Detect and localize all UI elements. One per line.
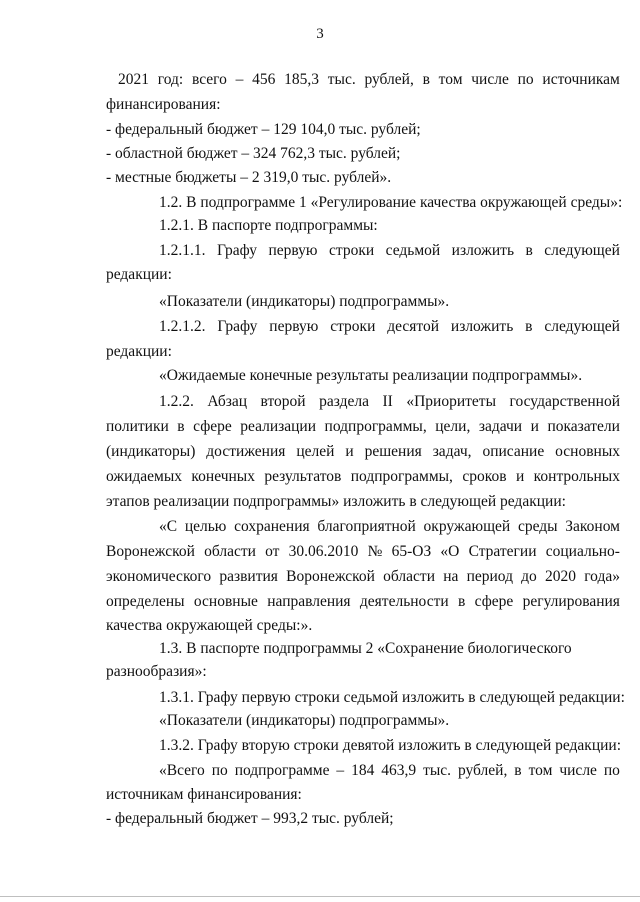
text-line: источникам финансирования:	[106, 786, 302, 803]
text-line: этапов реализации подпрограммы» изложить в следующей редакции:	[106, 493, 566, 510]
word: до	[521, 568, 537, 585]
word: подпрограммы,	[324, 418, 427, 435]
word: второй	[260, 393, 306, 410]
word: регулирования	[522, 593, 620, 610]
word: следующей	[544, 242, 620, 259]
word: реализации	[240, 418, 317, 435]
text-line	[159, 242, 620, 260]
word: (индикаторы)	[106, 443, 196, 460]
word: II	[382, 393, 393, 410]
text-line	[106, 593, 620, 611]
text-line: 1.3.1. Графу первую строки седьмой изложить в следующей редакции:	[159, 689, 625, 706]
text-line	[159, 518, 620, 536]
word: достижения	[206, 443, 286, 460]
word: в	[514, 762, 522, 779]
word: по	[517, 71, 534, 88]
text-line: «Ожидаемые конечные результаты реализации подпрограммы».	[159, 367, 583, 384]
word: десятой	[387, 318, 440, 335]
text-line: - федеральный бюджет – 993,2 тыс. рублей;	[106, 810, 394, 827]
word: задачи	[478, 418, 523, 435]
word: сфере	[193, 418, 232, 435]
word: №	[367, 543, 383, 560]
text-line: разнообразия»:	[106, 663, 207, 680]
word: рублей,	[457, 762, 508, 779]
word: источникам	[542, 71, 620, 88]
word: окружающей	[423, 518, 511, 535]
word: области	[383, 568, 435, 585]
word: 1.2.2.	[159, 393, 194, 410]
word: экономического	[106, 568, 212, 585]
word: Воронежской	[106, 543, 195, 560]
word: в	[525, 318, 533, 335]
word: основных	[555, 443, 620, 460]
word: в	[525, 242, 533, 259]
word: среды	[517, 518, 558, 535]
word: Абзац	[207, 393, 247, 410]
text-line: - местные бюджеты – 2 319,0 тыс. рублей».	[106, 169, 392, 186]
word: 30.06.2010	[288, 543, 359, 560]
text-line	[106, 568, 620, 586]
text-line: - областной бюджет – 324 762,3 тыс. рублей;	[106, 145, 401, 162]
word: 463,9	[381, 762, 417, 779]
word: «С	[159, 518, 178, 535]
word: «Приоритеты	[406, 393, 496, 410]
word: –	[235, 71, 244, 88]
word: изложить	[451, 242, 515, 259]
word: социально-	[545, 543, 620, 560]
text-line	[118, 71, 620, 89]
word: на	[443, 568, 459, 585]
word: контрольных	[533, 468, 620, 485]
word: от	[265, 543, 280, 560]
text-line: редакции:	[106, 343, 172, 360]
word: год:	[157, 71, 184, 88]
text-line: «Показатели (индикаторы) подпрограммы».	[159, 293, 450, 310]
word: следующей	[544, 318, 620, 335]
text-line	[106, 543, 620, 561]
word: Графу	[216, 242, 257, 259]
word: в	[457, 593, 466, 610]
word: раздела	[319, 393, 369, 410]
word: задач,	[432, 443, 472, 460]
word: том	[438, 71, 463, 88]
word: подпрограммы,	[350, 468, 453, 485]
word: 185,3	[284, 71, 319, 88]
text-line: финансирования:	[106, 96, 221, 113]
text-line	[106, 468, 620, 486]
word: подпрограмме	[234, 762, 330, 779]
text-line: качества окружающей среды:».	[106, 617, 313, 634]
word: седьмой	[385, 242, 441, 259]
word: 184	[351, 762, 375, 779]
word: Законом	[565, 518, 620, 535]
word: сохранения	[234, 518, 310, 535]
word: благоприятной	[317, 518, 416, 535]
word: и	[515, 468, 525, 485]
word: числе	[559, 762, 597, 779]
word: период	[466, 568, 513, 585]
word: изложить	[450, 318, 514, 335]
word: Графу	[217, 318, 258, 335]
word: Стратегии	[468, 543, 537, 560]
text-line: редакции:	[106, 266, 172, 283]
text-line: 1.2.1. В паспорте подпрограммы:	[159, 217, 378, 234]
word: «О	[440, 543, 460, 560]
word: показатели	[547, 418, 620, 435]
word: по	[211, 762, 228, 779]
word: строки	[328, 242, 375, 259]
word: 2021	[118, 71, 149, 88]
word: тыс.	[423, 762, 452, 779]
word: области	[204, 543, 256, 560]
word: рублей,	[364, 71, 414, 88]
word: описание	[482, 443, 545, 460]
text-line: - федеральный бюджет – 129 104,0 тыс. рублей;	[106, 121, 421, 138]
word: целей	[296, 443, 335, 460]
word: политики	[106, 418, 169, 435]
text-line: 1.3.2. Графу вторую строки девятой изложить в следующей редакции:	[159, 737, 622, 754]
word: основные	[193, 593, 258, 610]
word: определены	[106, 593, 185, 610]
word: конечных	[191, 468, 255, 485]
word: первую	[269, 318, 319, 335]
word: целью	[184, 518, 227, 535]
word: и	[345, 443, 354, 460]
word: года»	[584, 568, 620, 585]
text-line	[159, 318, 620, 336]
word: –	[336, 762, 345, 779]
word: 1.2.1.1.	[159, 242, 206, 259]
word: 65-ОЗ	[391, 543, 432, 560]
text-line	[159, 762, 620, 780]
text-line	[106, 418, 620, 436]
word: в	[177, 418, 185, 435]
word: сфере	[474, 593, 514, 610]
word: том	[528, 762, 553, 779]
word: результатов	[264, 468, 342, 485]
word: первую	[268, 242, 318, 259]
word: направления	[267, 593, 351, 610]
word: ожидаемых	[106, 468, 182, 485]
word: числе	[471, 71, 509, 88]
text-line	[106, 443, 620, 461]
word: тыс.	[327, 71, 356, 88]
text-line: 1.3. В паспорте подпрограммы 2 «Сохранение биологического	[159, 640, 572, 657]
word: деятельности	[359, 593, 449, 610]
page-number: 3	[316, 26, 324, 42]
word: развития	[219, 568, 278, 585]
word: цели,	[435, 418, 471, 435]
word: 456	[252, 71, 276, 88]
word: решения	[364, 443, 422, 460]
word: Воронежской	[286, 568, 375, 585]
word: всего	[191, 71, 227, 88]
word: по	[603, 762, 620, 779]
text-line	[159, 393, 620, 411]
word: 1.2.1.2.	[159, 318, 206, 335]
word: и	[530, 418, 539, 435]
bottom-scan-edge	[0, 896, 640, 897]
text-line: «Показатели (индикаторы) подпрограммы».	[159, 712, 450, 729]
word: строки	[330, 318, 376, 335]
word: «Всего	[159, 762, 205, 779]
word: государственной	[509, 393, 620, 410]
word: в	[422, 71, 430, 88]
word: 2020	[545, 568, 576, 585]
text-line: 1.2. В подпрограмме 1 «Регулирование качества окружающей среды»:	[159, 194, 623, 211]
word: сроков	[462, 468, 507, 485]
